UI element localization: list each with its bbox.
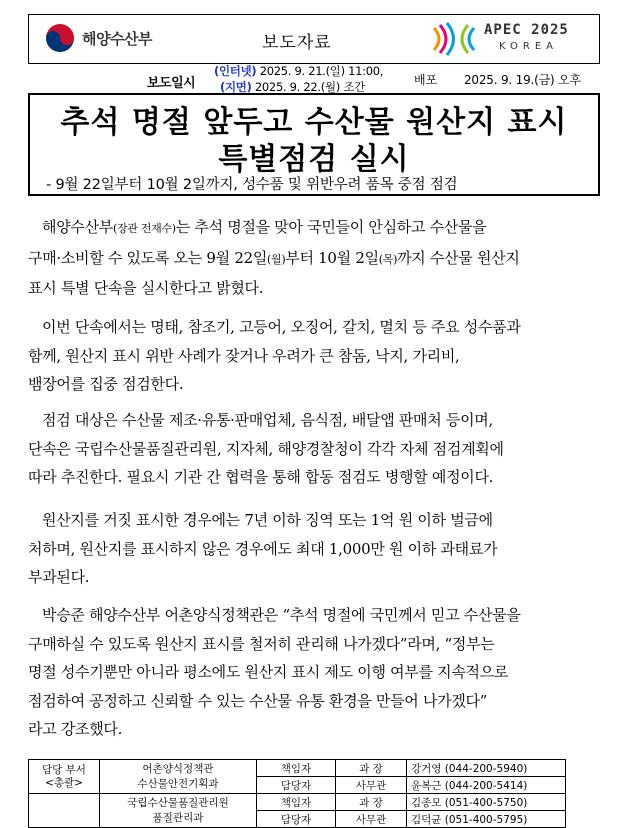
title-cell: 과 장 (336, 794, 407, 811)
org2-line2: 품질관리과 (152, 811, 204, 824)
name-cell: 김종모 (051-400-5750) (407, 794, 566, 811)
release-internet-time: 2025. 9. 21.(일) 11:00, (259, 64, 384, 78)
table-row (29, 794, 566, 811)
dept-sub: <총괄> (45, 776, 83, 789)
text-line: 명절 성수기뿐만 아니라 평소에도 원산지 표시 제도 이행 여부를 지속적으로 (28, 663, 509, 681)
release-label: 보도일시 (147, 76, 196, 91)
org1-line1: 어촌양식정책관 (142, 762, 214, 775)
text-span: 해양수산부 (42, 218, 113, 236)
role-cell: 담당자 (257, 777, 336, 794)
text-line: 원산지를 거짓 표시한 경우에는 7년 이하 징역 또는 1억 원 이하 벌금에 (42, 511, 493, 529)
release-paper-tag: (지면) (220, 80, 252, 94)
text-line: 부과된다. (28, 568, 90, 586)
name-cell: 윤복근 (044-200-5414) (407, 777, 566, 794)
paragraph-2 (28, 313, 600, 399)
text-line: 박승준 해양수산부 어촌양식정책관은 “추석 명절에 국민께서 믿고 수산물을 (42, 606, 521, 624)
role-cell: 책임자 (257, 794, 336, 811)
text-line: 이번 단속에서는 명태, 참조기, 고등어, 오징어, 갈치, 멸치 등 주요 성수품과 (42, 318, 521, 336)
dept-label: 담당 부서 (42, 763, 86, 776)
paragraph-3 (28, 406, 600, 492)
org1-cell (100, 760, 257, 794)
dept-label-cell (29, 760, 100, 794)
paragraph-4 (28, 506, 600, 592)
text-span-small: (월) (267, 252, 286, 266)
text-line: 구매하실 수 있도록 원산지 표시를 철저히 관리해 나가겠다”라며, “정부는 (28, 634, 495, 653)
text-line: 함께, 원산지 표시 위반 사례가 잦거나 우려가 큰 참돔, 낙지, 가리비, (28, 346, 460, 365)
text-line: 점검 대상은 수산물 제조·유통·판매업체, 음식점, 배달앱 판매처 등이며, (42, 411, 493, 429)
doc-type: 보도자료 (262, 33, 332, 53)
text-line: 뱀장어를 집중 점검한다. (28, 375, 184, 393)
text-line: 따라 추진한다. 필요시 기관 간 협력을 통해 합동 점검도 병행할 예정이다. (28, 468, 494, 486)
headline-line-1: 추석 명절 앞두고 수산물 원산지 표시 (60, 105, 568, 140)
apec-logo-icon (430, 20, 478, 58)
ministry-name: 해양수산부 (82, 30, 152, 48)
text-span-small: (목) (378, 252, 398, 266)
empty-cell (29, 794, 100, 828)
text-line: 점검하여 공정하고 신뢰할 수 있는 수산물 유통 환경을 만들어 나가겠다” (28, 691, 488, 710)
table-row (29, 760, 566, 777)
text-line: 단속은 국립수산물품질관리원, 지자체, 해양경찰청이 각각 자체 점검계획에 (28, 439, 504, 458)
paragraph-1 (28, 213, 600, 303)
text-span: 구매·소비할 수 있도록 오는 9월 22일 (28, 248, 268, 267)
title-cell: 사무관 (336, 811, 407, 828)
org2-line1: 국립수산물품질관리원 (127, 796, 229, 809)
subtitle: - 9월 22일부터 10월 2일까지, 성수품 및 위반우려 품목 중점 점검 (46, 177, 458, 193)
release-internet-tag: (인터넷) (214, 64, 257, 78)
org1-line2: 수산물안전기획과 (137, 777, 219, 790)
release-paper-time: 2025. 9. 22.(월) 조간 (254, 80, 365, 94)
apec-subtitle: KOREA (499, 41, 558, 52)
name-cell: 강거영 (044-200-5940) (407, 760, 566, 777)
org2-cell (100, 794, 257, 828)
contact-table (28, 759, 566, 828)
paragraph-5 (28, 601, 600, 744)
distribution-date: 2025. 9. 19.(금) 오후 (464, 73, 581, 87)
distribution-label: 배포 (414, 73, 438, 87)
apec-title: APEC 2025 (484, 22, 569, 38)
text-line: 처하며, 원산지를 표시하지 않은 경우에도 최대 1,000만 원 이하 과태료가 (28, 539, 498, 558)
text-line: 라고 강조했다. (28, 720, 123, 738)
text-span: 까지 수산물 원산지 (397, 248, 520, 267)
role-cell: 담당자 (257, 811, 336, 828)
title-cell: 사무관 (336, 777, 407, 794)
headline-line-2: 특별점검 실시 (218, 142, 410, 177)
role-cell: 책임자 (257, 760, 336, 777)
release-internet (214, 63, 383, 79)
taegeuk-logo-icon (44, 22, 76, 54)
text-line: 표시 특별 단속을 실시한다고 밝혔다. (28, 279, 264, 297)
text-span: 부터 10월 2일 (285, 248, 379, 267)
name-cell: 김덕균 (051-400-5795) (407, 811, 566, 828)
text-span: 는 추석 명절을 맞아 국민들이 안심하고 수산물을 (175, 218, 487, 236)
text-span-small: (장관 전재수) (112, 222, 176, 235)
title-cell: 과 장 (336, 760, 407, 777)
